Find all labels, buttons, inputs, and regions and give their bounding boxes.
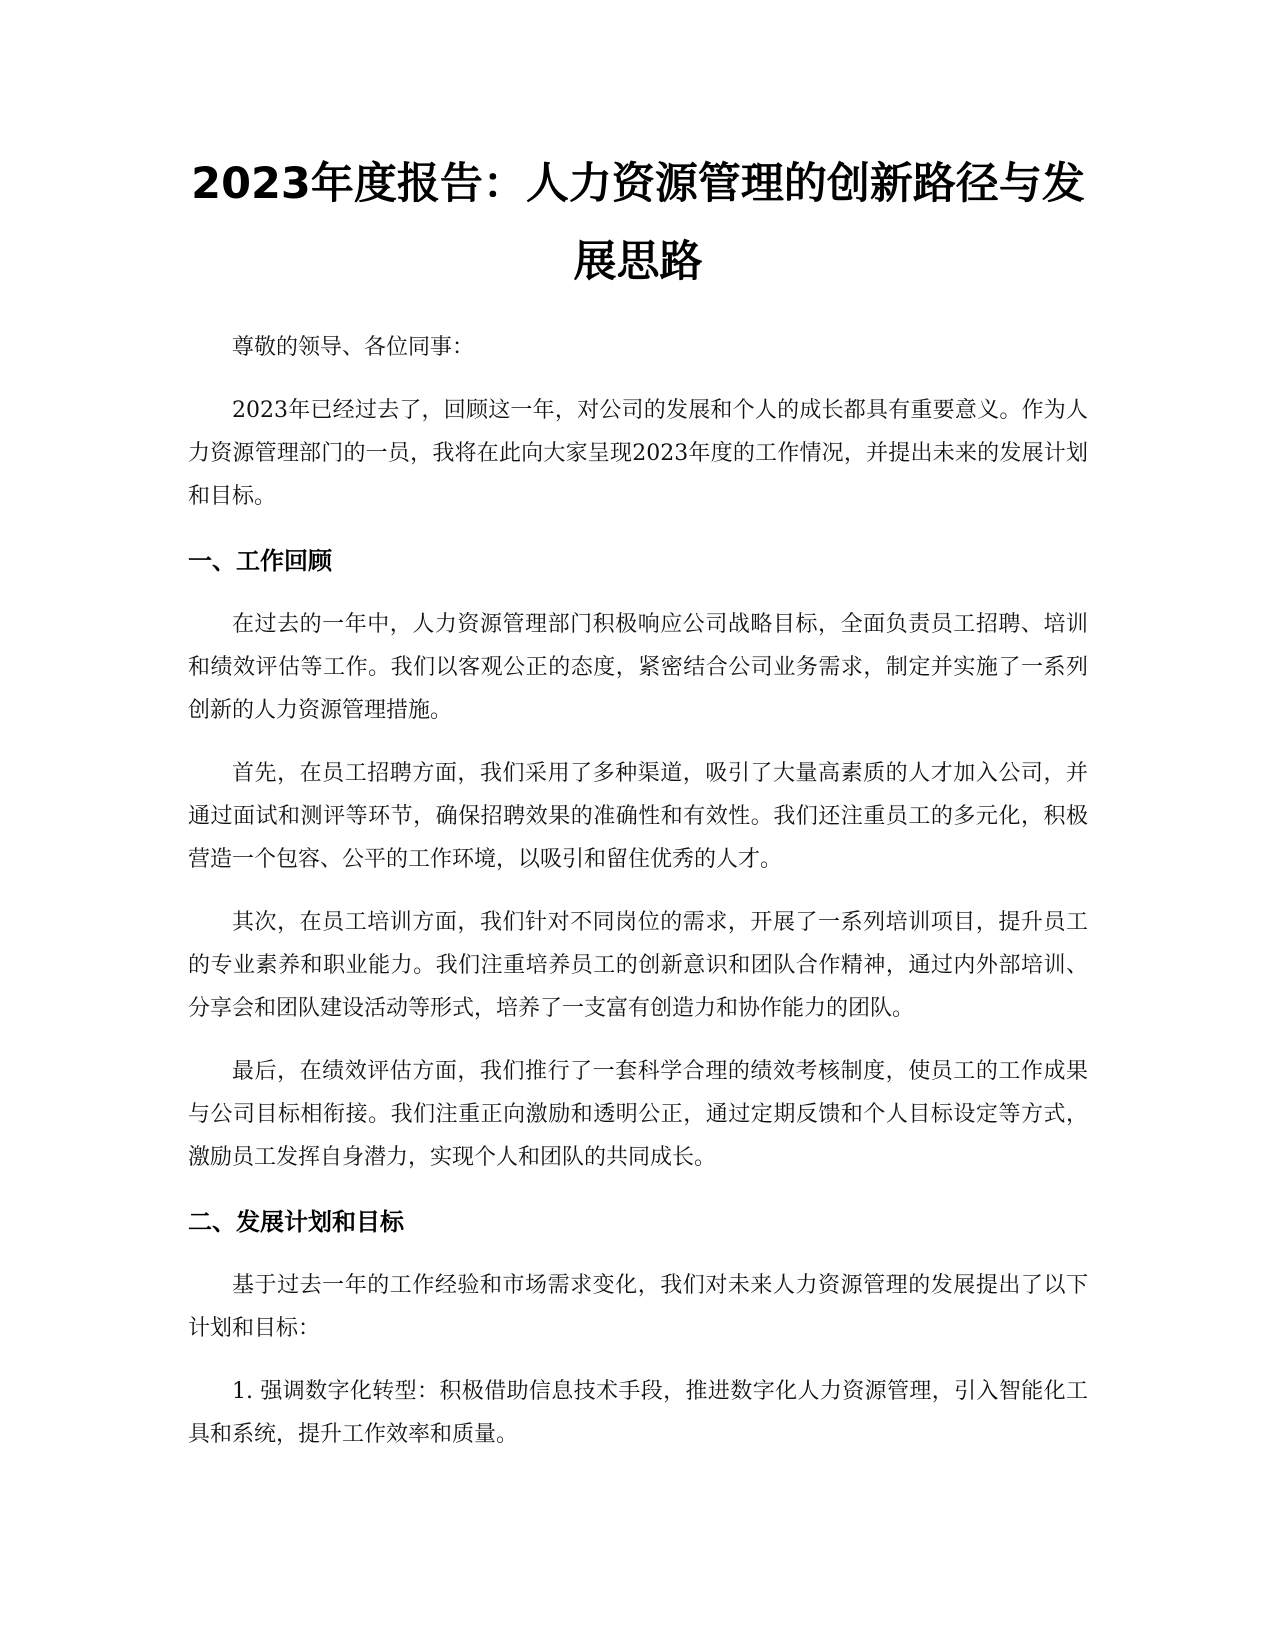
body-paragraph: 在过去的一年中，人力资源管理部门积极响应公司战略目标，全面负责员工招聘、培训和绩效评估等工作。我们以客观公正的态度，紧密结合公司业务需求，制定并实施了一系列创新的人力资源管理措施。 [188,612,1088,723]
list-item: 1. 强调数字化转型：积极借助信息技术手段，推进数字化人力资源管理，引入智能化工具和系统，提升工作效率和质量。 [188,1379,1088,1447]
document-body [188,145,1088,1456]
body-paragraph: 其次，在员工培训方面，我们针对不同岗位的需求，开展了一系列培训项目，提升员工的专业素养和职业能力。我们注重培养员工的创新意识和团队合作精神，通过内外部培训、分享会和团队建设活动等形式，培养了一支富有创造力和协作能力的团队。 [188,910,1088,1021]
body-paragraph: 首先，在员工招聘方面，我们采用了多种渠道，吸引了大量高素质的人才加入公司，并通过面试和测评等环节，确保招聘效果的准确性和有效性。我们还注重员工的多元化，积极营造一个包容、公平的工作环境，以吸引和留住优秀的人才。 [188,761,1088,872]
greeting-paragraph: 尊敬的领导、各位同事： [232,335,475,360]
body-paragraph: 基于过去一年的工作经验和市场需求变化，我们对未来人力资源管理的发展提出了以下计划和目标： [188,1273,1088,1341]
intro-paragraph: 2023年已经过去了，回顾这一年，对公司的发展和个人的成长都具有重要意义。作为人力资源管理部门的一员，我将在此向大家呈现2023年度的工作情况，并提出未来的发展计划和目标。 [188,398,1088,509]
section-heading-development-plan: 二、发展计划和目标 [188,1208,404,1236]
document-title: 2023年度报告：人力资源管理的创新路径与发展思路 [191,159,1085,287]
section-heading-work-review: 一、工作回顾 [188,547,332,575]
body-paragraph: 最后，在绩效评估方面，我们推行了一套科学合理的绩效考核制度，使员工的工作成果与公司目标相衔接。我们注重正向激励和透明公正，通过定期反馈和个人目标设定等方式，激励员工发挥自身潜力，实现个人和团队的共同成长。 [188,1059,1088,1170]
